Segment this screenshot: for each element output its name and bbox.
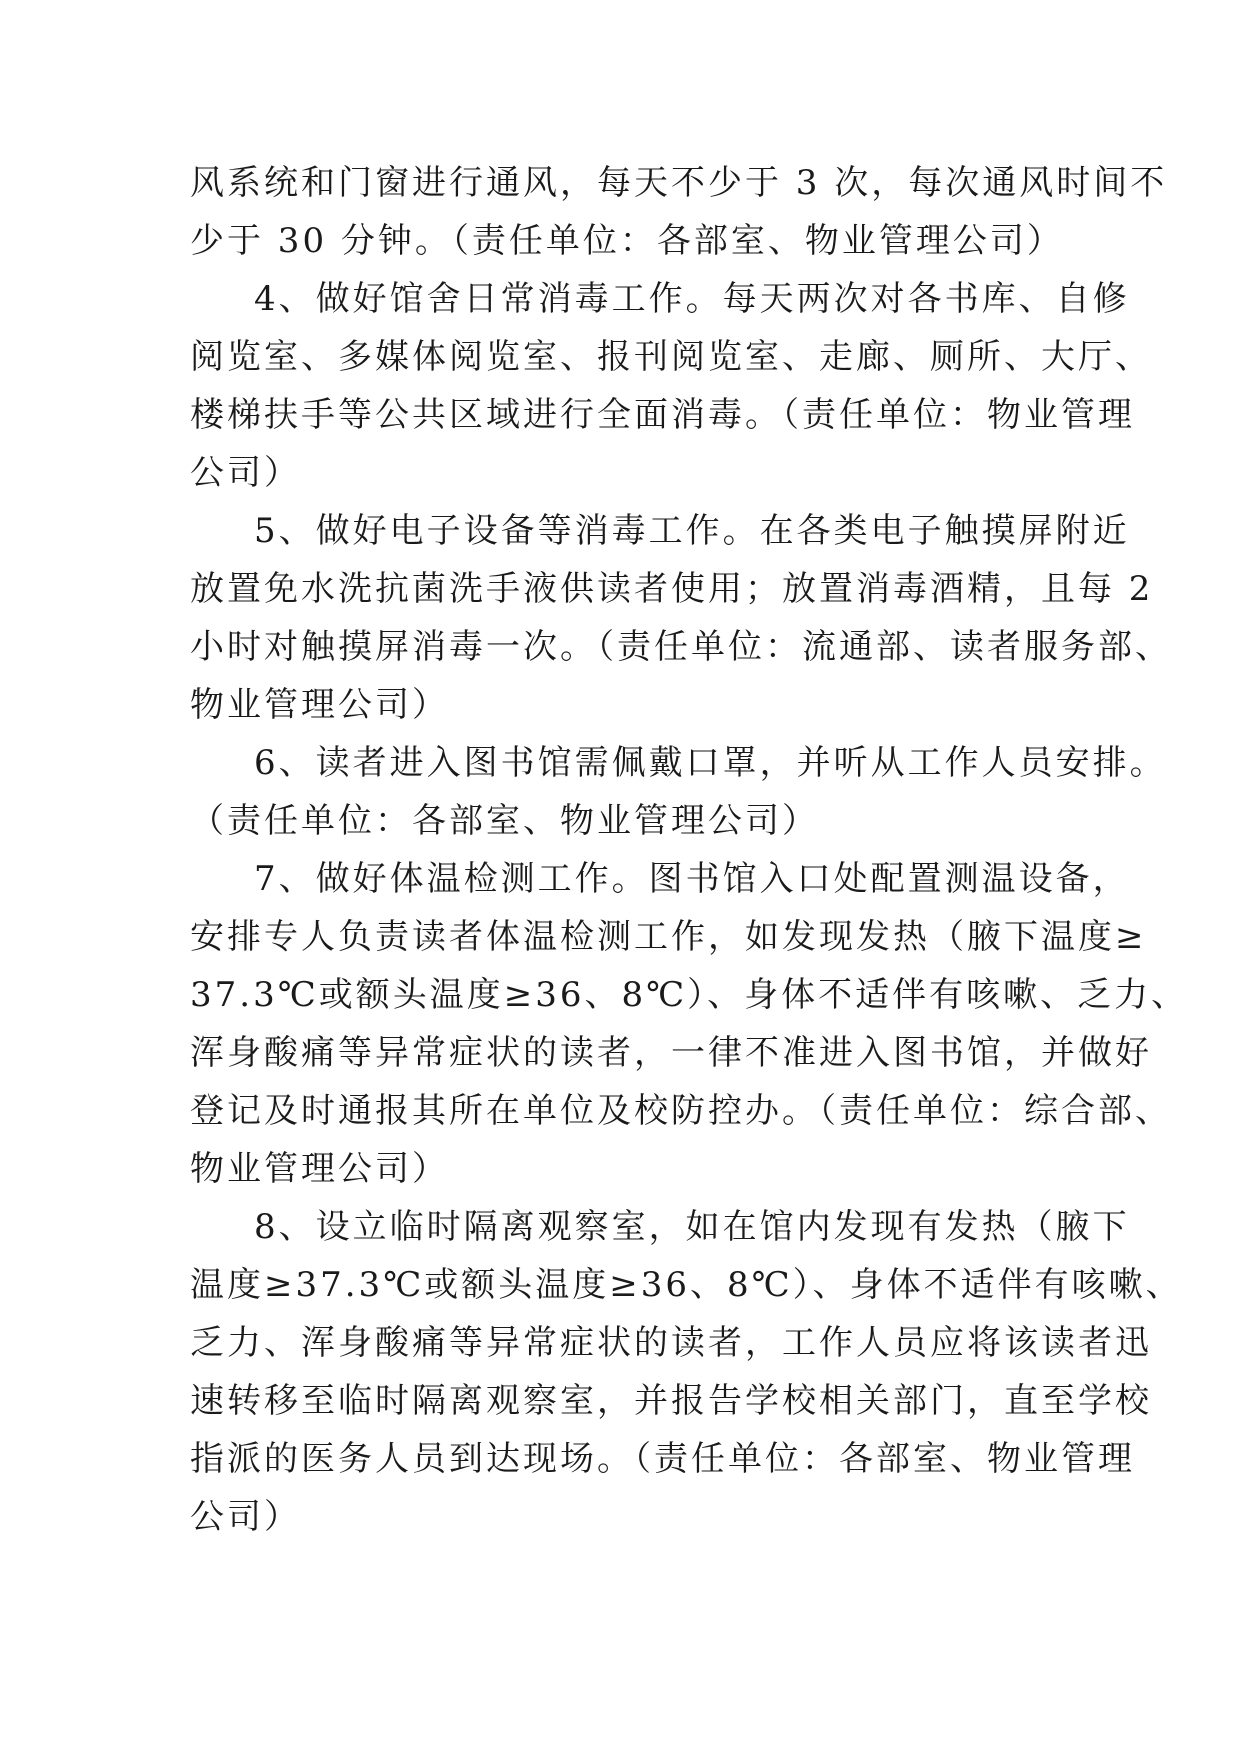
text-line: 公司） (190, 1497, 301, 1537)
text-line: 浑身酸痛等异常症状的读者，一律不准进入图书馆，并做好 (190, 1033, 1152, 1073)
text-line: 风系统和门窗进行通风，每天不少于 3 次，每次通风时间不 (190, 163, 1168, 203)
text-line: 速转移至临时隔离观察室，并报告学校相关部门，直至学校 (190, 1381, 1152, 1421)
text-line: 楼梯扶手等公共区域进行全面消毒。（责任单位：物业管理 (190, 395, 1135, 435)
paragraph-item-5: 5、做好电子设备等消毒工作。在各类电子触摸屏附近 (254, 511, 1130, 551)
text-line: 少于 30 分钟。（责任单位：各部室、物业管理公司） (190, 221, 1064, 261)
document-body (190, 154, 1189, 1546)
paragraph-item-8: 8、设立临时隔离观察室，如在馆内发现有发热（腋下 (254, 1207, 1130, 1247)
text-line: 指派的医务人员到达现场。（责任单位：各部室、物业管理 (190, 1439, 1135, 1479)
text-line: 小时对触摸屏消毒一次。（责任单位：流通部、读者服务部、 (190, 627, 1172, 667)
text-line: 阅览室、多媒体阅览室、报刊阅览室、走廊、厕所、大厅、 (190, 337, 1152, 377)
text-line: 安排专人负责读者体温检测工作，如发现发热（腋下温度≥ (190, 917, 1147, 957)
text-line: 37.3℃或额头温度≥36、8℃）、身体不适伴有咳嗽、乏力、 (190, 975, 1189, 1015)
text-line: 放置免水洗抗菌洗手液供读者使用；放置消毒酒精，且每 2 (190, 569, 1154, 609)
text-line: （责任单位：各部室、物业管理公司） (190, 801, 819, 841)
text-line: 物业管理公司） (190, 1149, 449, 1189)
text-line: 温度≥37.3℃或额头温度≥36、8℃）、身体不适伴有咳嗽、 (190, 1265, 1183, 1305)
text-line: 登记及时通报其所在单位及校防控办。（责任单位：综合部、 (190, 1091, 1172, 1131)
paragraph-item-6: 6、读者进入图书馆需佩戴口罩，并听从工作人员安排。 (254, 743, 1167, 783)
paragraph-item-7: 7、做好体温检测工作。图书馆入口处配置测温设备， (254, 859, 1130, 899)
text-line: 公司） (190, 453, 301, 493)
text-line: 物业管理公司） (190, 685, 449, 725)
text-line: 乏力、浑身酸痛等异常症状的读者，工作人员应将该读者迅 (190, 1323, 1152, 1363)
paragraph-item-4: 4、做好馆舍日常消毒工作。每天两次对各书库、自修 (254, 279, 1130, 319)
